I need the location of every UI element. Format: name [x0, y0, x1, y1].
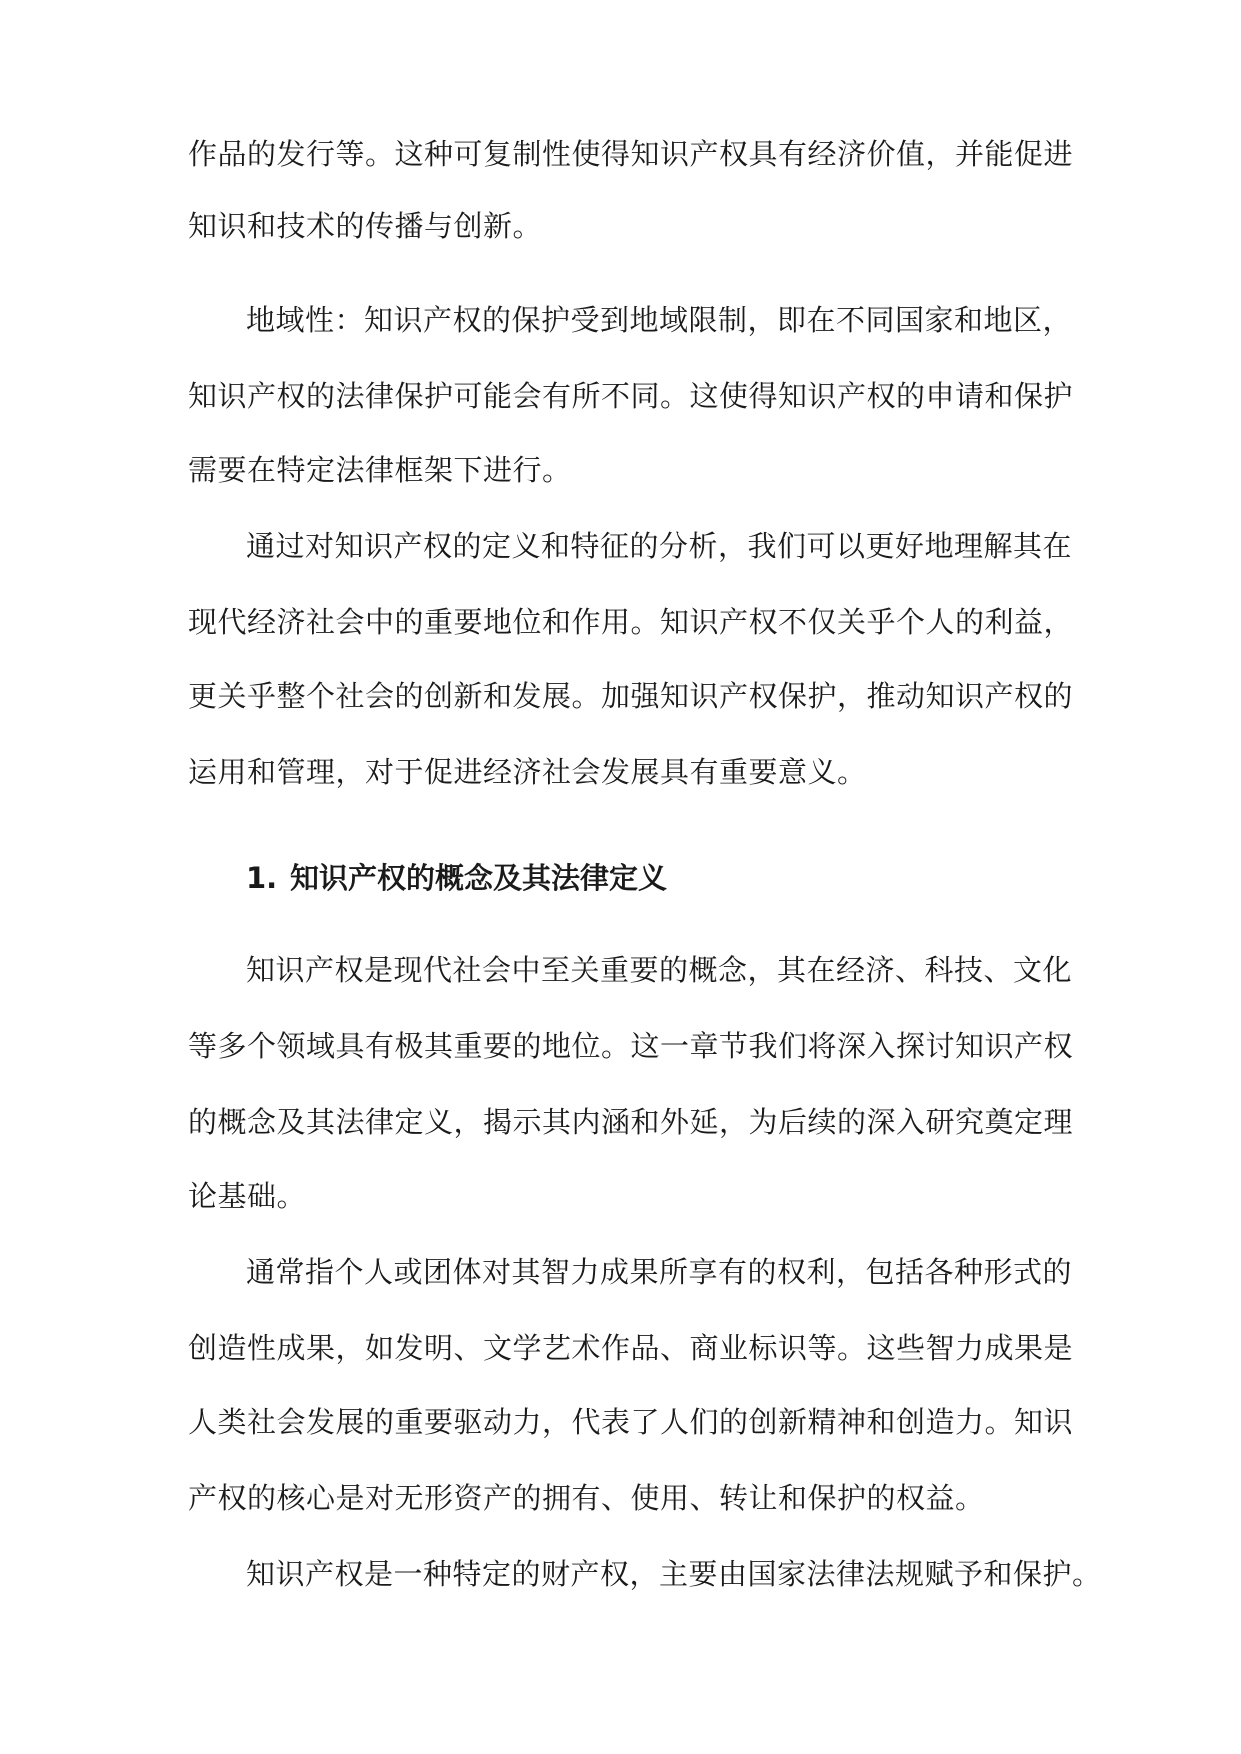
- text-line: 知识产权是现代社会中至关重要的概念，其在经济、科技、文化: [246, 953, 1073, 987]
- text-line: 通过对知识产权的定义和特征的分析，我们可以更好地理解其在: [246, 529, 1073, 563]
- text-line: 地域性：知识产权的保护受到地域限制，即在不同国家和地区，: [246, 303, 1073, 337]
- text-line: 知识产权是一种特定的财产权，主要由国家法律法规赋予和保护。: [246, 1557, 1102, 1591]
- section-title: 知识产权的概念及其法律定义: [290, 861, 668, 895]
- section-heading: [246, 860, 667, 896]
- text-line: 现代经济社会中的重要地位和作用。知识产权不仅关乎个人的利益，: [188, 605, 1074, 639]
- text-line: 知识和技术的传播与创新。: [188, 209, 543, 243]
- text-line: 作品的发行等。这种可复制性使得知识产权具有经济价值，并能促进: [188, 137, 1074, 171]
- text-line: 论基础。: [188, 1179, 307, 1213]
- text-line: 人类社会发展的重要驱动力，代表了人们的创新精神和创造力。知识: [188, 1405, 1074, 1439]
- text-line: 的概念及其法律定义，揭示其内涵和外延，为后续的深入研究奠定理: [188, 1105, 1074, 1139]
- text-line: 通常指个人或团体对其智力成果所享有的权利，包括各种形式的: [246, 1255, 1073, 1289]
- text-line: 需要在特定法律框架下进行。: [188, 453, 572, 487]
- text-line: 运用和管理，对于促进经济社会发展具有重要意义。: [188, 755, 867, 789]
- section-number: 1.: [246, 861, 278, 895]
- text-line: 更关乎整个社会的创新和发展。加强知识产权保护，推动知识产权的: [188, 679, 1074, 713]
- text-line: 等多个领域具有极其重要的地位。这一章节我们将深入探讨知识产权: [188, 1029, 1074, 1063]
- text-line: 产权的核心是对无形资产的拥有、使用、转让和保护的权益。: [188, 1481, 985, 1515]
- text-line: 创造性成果，如发明、文学艺术作品、商业标识等。这些智力成果是: [188, 1331, 1074, 1365]
- text-line: 知识产权的法律保护可能会有所不同。这使得知识产权的申请和保护: [188, 379, 1074, 413]
